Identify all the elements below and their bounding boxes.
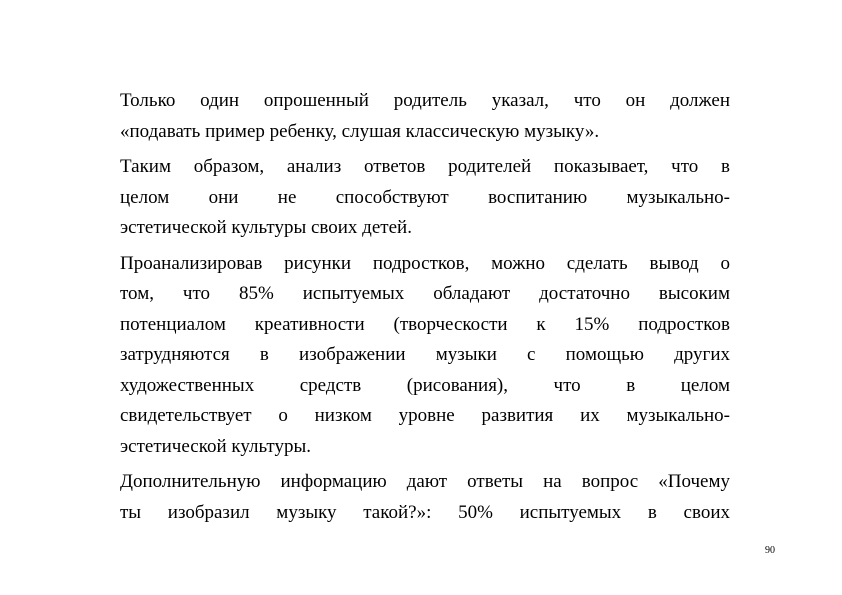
paragraph xyxy=(120,86,730,147)
text-line: затрудняются в изображении музыки с помощью других xyxy=(120,344,730,365)
text-line: целом они не способствуют воспитанию музыкально- xyxy=(120,186,730,208)
text-line: потенциалом креативности (творческости к 15% подростков xyxy=(120,313,730,335)
paragraph xyxy=(120,467,730,528)
text-line: том, что 85% испытуемых обладают достаточно высоким xyxy=(120,283,730,304)
text-line: Дополнительную информацию дают ответы на вопрос «Почему xyxy=(120,471,730,492)
text-line: свидетельствует о низком уровне развития их музыкально- xyxy=(120,405,730,426)
text-line: «подавать пример ребенку, слушая классическую музыку». xyxy=(120,120,600,142)
text-line: Только один опрошенный родитель указал, что он должен xyxy=(120,90,730,111)
paragraph xyxy=(120,249,730,463)
text-line: Таким образом, анализ ответов родителей показывает, что в xyxy=(120,156,730,177)
text-line: ты изобразил музыку такой?»: 50% испытуемых в своих xyxy=(120,501,730,523)
text-line: эстетической культуры. xyxy=(120,435,311,457)
text-line: художественных средств (рисования), что в целом xyxy=(120,374,730,396)
page-number: 90 xyxy=(765,545,775,556)
text-line: Проанализировав рисунки подростков, можно сделать вывод о xyxy=(120,252,730,274)
body-text xyxy=(120,86,730,533)
text-line: эстетической культуры своих детей. xyxy=(120,217,412,238)
paragraph xyxy=(120,152,730,244)
